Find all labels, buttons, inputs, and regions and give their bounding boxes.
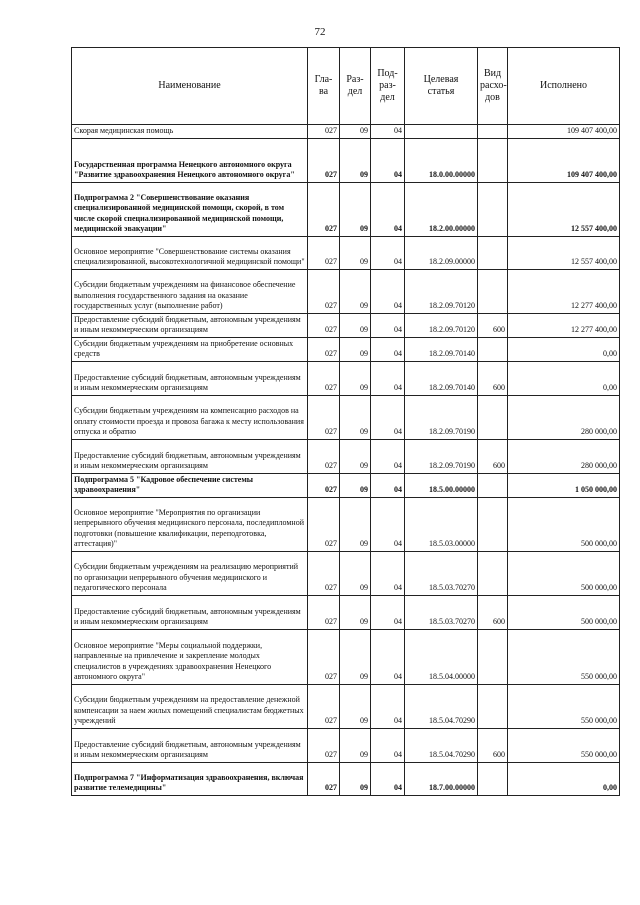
cell-razdel: 09	[340, 182, 371, 236]
cell-vid	[478, 125, 508, 139]
table-row	[72, 337, 620, 361]
cell-target: 18.5.03.70270	[405, 551, 478, 595]
cell-target: 18.5.00.00000	[405, 473, 478, 497]
cell-target: 18.5.03.00000	[405, 497, 478, 551]
cell-glava: 027	[308, 595, 340, 629]
cell-glava: 027	[308, 395, 340, 439]
cell-glava: 027	[308, 361, 340, 395]
table-row	[72, 439, 620, 473]
cell-vid	[478, 337, 508, 361]
cell-glava: 027	[308, 497, 340, 551]
cell-razdel: 09	[340, 762, 371, 795]
table-row	[72, 125, 620, 139]
cell-name: Субсидии бюджетным учреждениям на предоставление денежной компенсации за наем жилых помещений специалистам бюджетных учреждений	[72, 684, 308, 728]
cell-glava: 027	[308, 762, 340, 795]
cell-razdel: 09	[340, 236, 371, 269]
cell-glava: 027	[308, 439, 340, 473]
table-row	[72, 236, 620, 269]
cell-target: 18.5.03.70270	[405, 595, 478, 629]
table-row	[72, 551, 620, 595]
cell-target: 18.5.04.70290	[405, 684, 478, 728]
table-row	[72, 595, 620, 629]
cell-name: Субсидии бюджетным учреждениям на приобретение основных средств	[72, 337, 308, 361]
table-header-row	[72, 48, 620, 125]
cell-amount: 0,00	[508, 762, 620, 795]
cell-name: Предоставление субсидий бюджетным, автономным учреждениям и иным некоммерческим организациям	[72, 728, 308, 762]
cell-podrazdel: 04	[371, 728, 405, 762]
cell-podrazdel: 04	[371, 313, 405, 337]
cell-target: 18.2.09.70120	[405, 269, 478, 313]
table-row	[72, 182, 620, 236]
cell-name: Подпрограмма 5 "Кадровое обеспечение системы здравоохранения"	[72, 473, 308, 497]
table-row	[72, 138, 620, 182]
header-podrazdel: Под- раз- дел	[371, 48, 405, 125]
cell-podrazdel: 04	[371, 236, 405, 269]
header-target: Целевая статья	[405, 48, 478, 125]
cell-vid: 600	[478, 439, 508, 473]
cell-glava: 027	[308, 551, 340, 595]
cell-vid	[478, 762, 508, 795]
cell-podrazdel: 04	[371, 551, 405, 595]
cell-amount: 500 000,00	[508, 595, 620, 629]
cell-amount: 500 000,00	[508, 551, 620, 595]
table-row	[72, 629, 620, 684]
cell-razdel: 09	[340, 269, 371, 313]
cell-name: Подпрограмма 7 "Информатизация здравоохранения, включая развитие телемедицины"	[72, 762, 308, 795]
cell-podrazdel: 04	[371, 595, 405, 629]
cell-podrazdel: 04	[371, 684, 405, 728]
cell-vid	[478, 629, 508, 684]
cell-name: Предоставление субсидий бюджетным, автономным учреждениям и иным некоммерческим организациям	[72, 313, 308, 337]
budget-table	[71, 47, 620, 796]
cell-amount: 550 000,00	[508, 629, 620, 684]
cell-razdel: 09	[340, 595, 371, 629]
page-number: 72	[314, 26, 326, 38]
cell-name: Субсидии бюджетным учреждениям на компенсацию расходов на оплату стоимости проезда и провоза багажа к месту использования отпуска и обратно	[72, 395, 308, 439]
cell-razdel: 09	[340, 728, 371, 762]
cell-name: Предоставление субсидий бюджетным, автономным учреждениям и иным некоммерческим организациям	[72, 595, 308, 629]
cell-podrazdel: 04	[371, 439, 405, 473]
cell-razdel: 09	[340, 313, 371, 337]
cell-name: Предоставление субсидий бюджетным, автономным учреждениям и иным некоммерческим организациям	[72, 439, 308, 473]
cell-razdel: 09	[340, 439, 371, 473]
cell-amount: 0,00	[508, 361, 620, 395]
cell-vid: 600	[478, 595, 508, 629]
cell-razdel: 09	[340, 125, 371, 139]
cell-podrazdel: 04	[371, 337, 405, 361]
cell-vid	[478, 236, 508, 269]
table-row	[72, 395, 620, 439]
cell-podrazdel: 04	[371, 762, 405, 795]
cell-target: 18.2.09.70140	[405, 337, 478, 361]
table-row	[72, 728, 620, 762]
cell-vid	[478, 684, 508, 728]
table-row	[72, 361, 620, 395]
header-glava: Гла- ва	[308, 48, 340, 125]
header-executed: Исполнено	[508, 48, 620, 125]
cell-amount: 0,00	[508, 337, 620, 361]
table-row	[72, 684, 620, 728]
cell-glava: 027	[308, 313, 340, 337]
cell-vid: 600	[478, 361, 508, 395]
cell-razdel: 09	[340, 337, 371, 361]
cell-name: Скорая медицинская помощь	[72, 125, 308, 139]
cell-amount: 109 407 400,00	[508, 138, 620, 182]
cell-target: 18.5.04.00000	[405, 629, 478, 684]
cell-glava: 027	[308, 236, 340, 269]
cell-amount: 12 557 400,00	[508, 236, 620, 269]
cell-razdel: 09	[340, 629, 371, 684]
cell-name: Подпрограмма 2 "Совершенствование оказания специализированной медицинской помощи, скорой, в том числе скорой специализированной медицинской помощи, медицинской эвакуации"	[72, 182, 308, 236]
cell-name: Основное мероприятие "Меры социальной поддержки, направленные на привлечение и закрепление молодых специалистов в учреждениях здравоохранения Ненецкого автономного округа"	[72, 629, 308, 684]
cell-amount: 500 000,00	[508, 497, 620, 551]
cell-amount: 550 000,00	[508, 728, 620, 762]
table-row	[72, 269, 620, 313]
cell-name: Государственная программа Ненецкого автономного округа "Развитие здравоохранения Ненецкого автономного округа"	[72, 138, 308, 182]
cell-glava: 027	[308, 125, 340, 139]
cell-amount: 280 000,00	[508, 395, 620, 439]
cell-vid: 600	[478, 728, 508, 762]
cell-amount: 1 050 000,00	[508, 473, 620, 497]
cell-podrazdel: 04	[371, 497, 405, 551]
cell-target: 18.2.09.70190	[405, 395, 478, 439]
header-vid: Вид расхо- дов	[478, 48, 508, 125]
cell-razdel: 09	[340, 684, 371, 728]
cell-glava: 027	[308, 138, 340, 182]
cell-target: 18.2.09.70120	[405, 313, 478, 337]
cell-vid	[478, 497, 508, 551]
cell-vid: 600	[478, 313, 508, 337]
cell-amount: 280 000,00	[508, 439, 620, 473]
cell-amount: 12 557 400,00	[508, 182, 620, 236]
cell-amount: 550 000,00	[508, 684, 620, 728]
cell-glava: 027	[308, 473, 340, 497]
cell-vid	[478, 551, 508, 595]
cell-vid	[478, 182, 508, 236]
cell-glava: 027	[308, 629, 340, 684]
cell-name: Субсидии бюджетным учреждениям на финансовое обеспечение выполнения государственного задания на оказание государственных услуг (выполнение работ)	[72, 269, 308, 313]
cell-name: Субсидии бюджетным учреждениям на реализацию мероприятий по организации непрерывного обучения медицинского и педагогического персонала	[72, 551, 308, 595]
cell-podrazdel: 04	[371, 138, 405, 182]
cell-vid	[478, 138, 508, 182]
cell-podrazdel: 04	[371, 473, 405, 497]
table-row	[72, 497, 620, 551]
table-row	[72, 762, 620, 795]
cell-vid	[478, 473, 508, 497]
cell-target: 18.2.09.70190	[405, 439, 478, 473]
cell-glava: 027	[308, 337, 340, 361]
cell-podrazdel: 04	[371, 395, 405, 439]
cell-target: 18.7.00.00000	[405, 762, 478, 795]
cell-podrazdel: 04	[371, 361, 405, 395]
cell-name: Основное мероприятие "Мероприятия по организации непрерывного обучения медицинского персонала, последипломной подготовки (повышение квалификации, переподготовка, аттестация)"	[72, 497, 308, 551]
cell-razdel: 09	[340, 497, 371, 551]
cell-amount: 109 407 400,00	[508, 125, 620, 139]
cell-glava: 027	[308, 182, 340, 236]
cell-name: Предоставление субсидий бюджетным, автономным учреждениям и иным некоммерческим организациям	[72, 361, 308, 395]
header-name: Наименование	[72, 48, 308, 125]
cell-razdel: 09	[340, 551, 371, 595]
cell-razdel: 09	[340, 473, 371, 497]
cell-razdel: 09	[340, 361, 371, 395]
cell-razdel: 09	[340, 138, 371, 182]
cell-target: 18.5.04.70290	[405, 728, 478, 762]
cell-vid	[478, 269, 508, 313]
cell-podrazdel: 04	[371, 125, 405, 139]
cell-amount: 12 277 400,00	[508, 269, 620, 313]
cell-target	[405, 125, 478, 139]
cell-podrazdel: 04	[371, 629, 405, 684]
cell-target: 18.2.00.00000	[405, 182, 478, 236]
header-razdel: Раз- дел	[340, 48, 371, 125]
cell-razdel: 09	[340, 395, 371, 439]
cell-podrazdel: 04	[371, 269, 405, 313]
cell-vid	[478, 395, 508, 439]
cell-glava: 027	[308, 728, 340, 762]
cell-amount: 12 277 400,00	[508, 313, 620, 337]
cell-target: 18.2.09.70140	[405, 361, 478, 395]
table-row	[72, 313, 620, 337]
cell-glava: 027	[308, 269, 340, 313]
cell-name: Основное мероприятие "Совершенствование системы оказания специализированной, высокотехнологичной медицинской помощи"	[72, 236, 308, 269]
cell-podrazdel: 04	[371, 182, 405, 236]
cell-target: 18.0.00.00000	[405, 138, 478, 182]
table-row	[72, 473, 620, 497]
cell-target: 18.2.09.00000	[405, 236, 478, 269]
cell-glava: 027	[308, 684, 340, 728]
